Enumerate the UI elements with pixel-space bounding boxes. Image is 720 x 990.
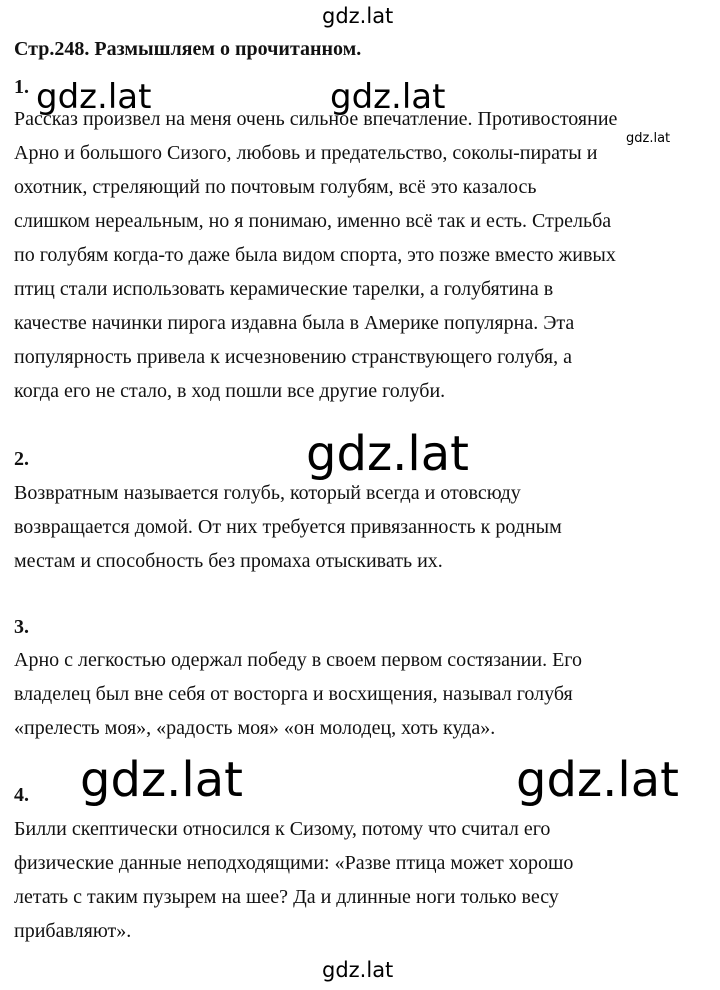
watermark-center-2: gdz.lat: [306, 426, 469, 482]
page-title: Стр.248. Размышляем о прочитанном.: [14, 38, 362, 60]
section-3-number: 3.: [14, 616, 29, 638]
section-4-number: 4.: [14, 784, 29, 806]
watermark-top: gdz.lat: [322, 4, 394, 28]
section-2-text: [14, 476, 710, 578]
text-line: Арно с легкостью одержал победу в своем первом состязании. Его: [14, 649, 582, 671]
watermark-left-2: gdz.lat: [80, 752, 243, 808]
text-line: по голубям когда-то даже была видом спорта, это позже вместо живых: [14, 244, 616, 266]
section-4-text: [14, 812, 710, 948]
text-line: популярность привела к исчезновению странствующего голубя, а: [14, 346, 572, 368]
text-line: прибавляют».: [14, 920, 132, 942]
section-1-text: [14, 102, 710, 408]
text-line: летать с таким пузырем на шее? Да и длинные ноги только весу: [14, 886, 559, 908]
text-line: когда его не стало, в ход пошли все другие голуби.: [14, 380, 446, 402]
text-line: Билли скептически относился к Сизому, потому что считал его: [14, 818, 551, 840]
text-line: «прелесть моя», «радость моя» «он молодец, хоть куда».: [14, 717, 496, 739]
watermark-bottom: gdz.lat: [322, 958, 394, 982]
section-3-text: [14, 643, 710, 745]
text-line: владелец был вне себя от восторга и восхищения, называл голубя: [14, 683, 573, 705]
text-line: качестве начинки пирога издавна была в Америке популярна. Эта: [14, 312, 575, 334]
text-line: слишком нереальным, но я понимаю, именно всё так и есть. Стрельба: [14, 210, 612, 232]
text-line: охотник, стреляющий по почтовым голубям, всё это казалось: [14, 176, 537, 198]
section-2-number: 2.: [14, 448, 29, 470]
watermark-center-1: gdz.lat: [330, 77, 446, 117]
watermark-tiny: gdz.lat: [626, 131, 671, 146]
text-line: Возвратным называется голубь, который всегда и отовсюду: [14, 482, 521, 504]
text-line: возвращается домой. От них требуется привязанность к родным: [14, 516, 562, 538]
text-line: местам и способность без промаха отыскивать их.: [14, 550, 443, 572]
watermark-right-2: gdz.lat: [516, 752, 679, 808]
watermark-left-1: gdz.lat: [36, 77, 152, 117]
text-line: Рассказ произвел на меня очень сильное впечатление. Противостояние: [14, 108, 618, 130]
text-line: физические данные неподходящими: «Разве птица может хорошо: [14, 852, 574, 874]
text-line: Арно и большого Сизого, любовь и предательство, соколы-пираты и: [14, 142, 598, 164]
section-1-number: 1.: [14, 76, 29, 98]
text-line: птиц стали использовать керамические тарелки, а голубятина в: [14, 278, 554, 300]
